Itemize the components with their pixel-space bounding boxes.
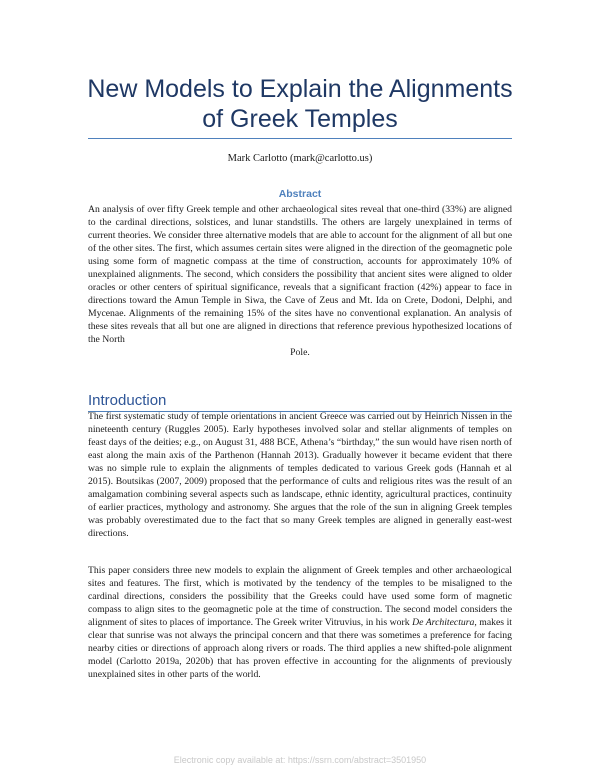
paper-title xyxy=(60,74,540,134)
work-title-italic: De Architectura xyxy=(412,617,475,628)
paragraph-2-text-a: This paper considers three new models to explain the alignment of Greek temples and other archaeological sites and features. The first, which is motivated by the tendency of the temples to be misaligned to the cardinal directions, considers the possibility that the Greeks could have used some form of magnetic compass to align sites to the geomagnetic pole at the time of construction. The second model considers the alignment of sites to places of importance. The Greek writer Vitruvius, in his work xyxy=(88,565,512,628)
abstract-body xyxy=(88,203,512,359)
paragraph-2-text-b: , makes it clear that sunrise was not always the principal concern and that there was sometimes a preference for facing nearby cities or directions of approach along rivers or roads. The third applies a new shifted-pole alignment model (Carlotto 2019a, 2020b) that has proven effective in accounting for the alignments of previously unexplained sites in other parts of the world. xyxy=(88,617,512,680)
introduction-paragraph-2 xyxy=(88,564,512,681)
abstract-text: An analysis of over fifty Greek temple and other archaeological sites reveal that one-third (33%) are aligned to the cardinal directions, solstices, and lunar standstills. The others are largely unexplained in terms of current theories. We consider three alternative models that are able to account for the alignment of all but one of the other sites. The first, which assumes certain sites were aligned in the direction of the geomagnetic pole using some form of magnetic compass at the time of construction, accounts for approximately 10% of unexplained alignments. The second, which considers the possibility that ancient sites were aligned to older oracles or other centers of spiritual significance, reveals that a significant fraction (42%) appear to face in directions toward the Amun Temple in Siwa, the Cave of Zeus and Mt. Ida on Crete, Dodoni, Delphi, and Mycenae. Alignments of the remaining 15% of the sites have no conventional explanation. An analysis of these sites reveals that all but one are aligned in directions that reference previous hypothesized locations of the North xyxy=(88,204,512,345)
abstract-heading: Abstract xyxy=(278,188,322,200)
abstract-last-line: Pole. xyxy=(290,347,310,358)
author-line: Mark Carlotto (mark@carlotto.us) xyxy=(227,153,373,164)
title-line-2: of Greek Temples xyxy=(202,105,398,133)
introduction-paragraph-1: The first systematic study of temple orientations in ancient Greece was carried out by Heinrich Nissen in the nineteenth century (Ruggles 2005). Early hypotheses involved solar and stellar alignments of temples on feast days of the deities; e.g., on August 31, 488 BCE, Athena’s “birthday,” the sun would have risen north of east along the main axis of the Parthenon (Hannah 2013). Gradually however it became evident that there was no simple rule to explain the alignments of temples dedicated to various Greek gods (Hannah et al 2015). Boutsikas (2007, 2009) proposed that the performance of cults and religious rites was the result of an amalgamation combining several aspects such as landscape, ethnic identity, agricultural practices, continuity of earlier practices, mythology and astronomy. She argues that the role of the sun in aligning Greek temples was probably overestimated due to the fact that so many Greek temples are aligned in generally east-west directions. xyxy=(88,411,512,539)
introduction-heading: Introduction xyxy=(88,392,167,409)
title-line-1: New Models to Explain the Alignments xyxy=(87,75,513,103)
ssrn-footer: Electronic copy available at: https://ssrn.com/abstract=3501950 xyxy=(173,755,427,765)
title-divider xyxy=(88,138,512,139)
